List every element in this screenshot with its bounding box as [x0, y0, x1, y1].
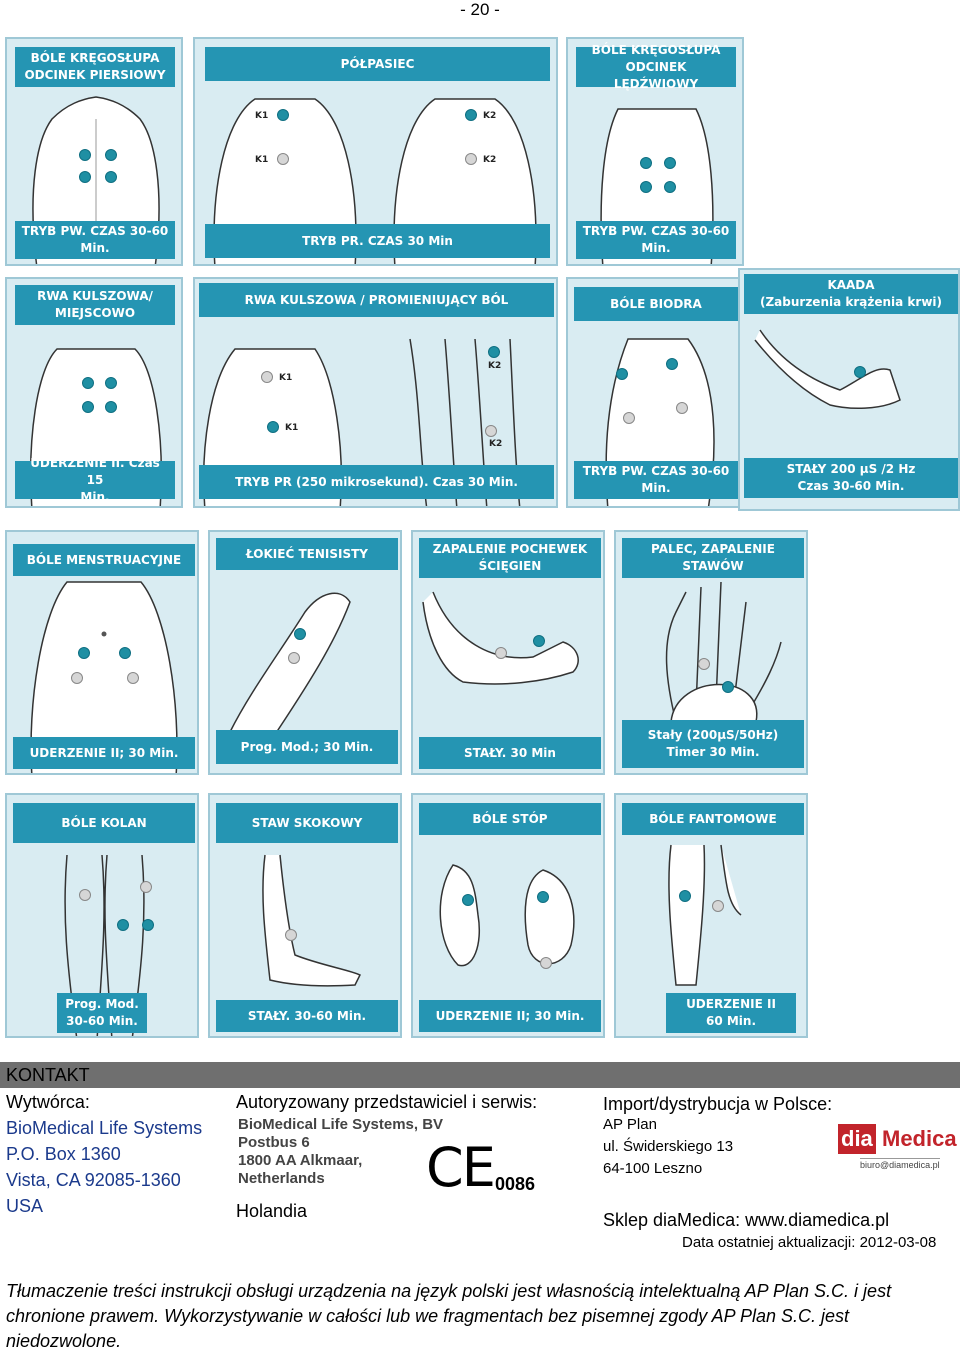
electrode-dot	[485, 425, 497, 437]
panel-tennis-elbow	[208, 530, 402, 775]
panel-knee-pain	[5, 793, 199, 1038]
shop-prefix: Sklep	[603, 1210, 654, 1230]
panel-footer: UDERZENIE II 60 Min.	[666, 993, 796, 1033]
electrode-dot	[495, 647, 507, 659]
panel-title: BÓLE KRĘGOSŁUPA ODCINEK PIERSIOWY	[15, 47, 175, 87]
manufacturer-line: Vista, CA 92085-1360	[6, 1170, 181, 1190]
panel-title: RWA KULSZOWA / PROMIENIUJĄCY BÓL	[199, 283, 554, 317]
electrode-dot	[462, 894, 474, 906]
k-label: K2	[483, 111, 497, 121]
electrode-dot	[679, 890, 691, 902]
panel-title: BÓLE BIODRA	[574, 287, 738, 321]
electrode-dot	[79, 171, 91, 183]
electrode-dot	[666, 358, 678, 370]
panel-footer: TRYB PW. CZAS 30-60 Min.	[15, 221, 175, 259]
rep-line: 1800 AA Alkmaar,	[238, 1152, 363, 1169]
panel-tendinitis	[411, 530, 605, 775]
electrode-dot	[465, 153, 477, 165]
ce-number: 0086	[495, 1174, 536, 1194]
electrode-dot	[537, 891, 549, 903]
panel-sciatica-local	[5, 277, 183, 508]
page-number: - 20 -	[460, 0, 500, 19]
panel-footer: Prog. Mod. 30-60 Min.	[57, 993, 147, 1033]
electrode-dot	[664, 157, 676, 169]
electrode-dot	[140, 881, 152, 893]
panel-phantom-pain	[614, 793, 808, 1038]
electrode-dot	[79, 889, 91, 901]
k-label: K1	[285, 423, 299, 433]
panel-kaada	[738, 268, 960, 511]
logo-medica: Medica	[882, 1126, 957, 1151]
panel-title: BÓLE KRĘGOSŁUPA ODCINEK LĘDŹWIOWY	[576, 47, 736, 87]
panel-footer: UDERZENIE II; 30 Min.	[13, 737, 195, 769]
panel-footer: TRYB PW. CZAS 30-60 Min.	[576, 221, 736, 259]
electrode-dot	[640, 181, 652, 193]
electrode-dot	[261, 371, 273, 383]
panel-footer: TRYB PW. CZAS 30-60 Min.	[574, 461, 738, 499]
electrode-dot	[117, 919, 129, 931]
electrode-dot	[640, 157, 652, 169]
electrode-dot	[854, 366, 866, 378]
electrode-dot	[82, 401, 94, 413]
logo-dia: dia	[838, 1124, 876, 1154]
electrode-dot	[288, 652, 300, 664]
manufacturer-line: P.O. Box 1360	[6, 1144, 121, 1164]
electrode-dot	[616, 368, 628, 380]
panel-lumbar-spine	[566, 37, 744, 266]
last-updated: Data ostatniej aktualizacji: 2012-03-08	[682, 1234, 937, 1251]
panel-title: PALEC, ZAPALENIE STAWÓW	[622, 538, 804, 578]
panel-hip	[566, 277, 744, 508]
panel-footer: UDERZENIE II. Czas 15 Min.	[15, 461, 175, 499]
electrode-dot	[105, 171, 117, 183]
k-label: K2	[489, 439, 503, 449]
electrode-dot	[540, 957, 552, 969]
panel-title: ZAPALENIE POCHEWEK ŚCIĘGIEN	[419, 538, 601, 578]
panel-finger-arthritis	[614, 530, 808, 775]
electrode-dot	[722, 681, 734, 693]
electrode-dot	[71, 672, 83, 684]
panel-title: BÓLE KOLAN	[13, 803, 195, 843]
electrode-dot	[127, 672, 139, 684]
ce-mark: CE	[426, 1136, 494, 1199]
shop-url[interactable]: : www.diamedica.pl	[735, 1210, 890, 1230]
panel-title: BÓLE FANTOMOWE	[622, 803, 804, 835]
electrode-dot	[533, 635, 545, 647]
panel-title: ŁOKIEĆ TENISISTY	[216, 538, 398, 570]
panel-title: KAADA (Zaburzenia krążenia krwi)	[744, 274, 958, 314]
rep-line: BioMedical Life Systems, BV	[238, 1116, 444, 1133]
panel-footer: TRYB PR. CZAS 30 Min	[205, 224, 550, 258]
panel-title: PÓŁPASIEC	[205, 47, 550, 81]
k-label: K1	[255, 111, 269, 121]
panel-thoracic-spine	[5, 37, 183, 266]
electrode-dot	[79, 149, 91, 161]
k-label: K2	[483, 155, 497, 165]
import-line: ul. Świderskiego 13	[603, 1138, 734, 1155]
k-label: K2	[488, 361, 502, 371]
shop-brand: diaMedica	[653, 1210, 736, 1230]
legal-notice: Tłumaczenie treści instrukcji obsługi urządzenia na język polski jest własnością intelektualną AP Plan S.C. i jest chronione prawem. Wykorzystywanie w całości lub we fragmentach bez pisemnej zgody AP Plan S.C. jest niedozwolone.	[6, 1281, 892, 1351]
representative-country: Holandia	[236, 1201, 308, 1221]
shop-line	[603, 1207, 889, 1233]
panel-footer: Stały (200μS/50Hz) Timer 30 Min.	[622, 720, 804, 768]
panel-footer: STAŁY. 30 Min	[419, 737, 601, 769]
panel-sciatica-radiating	[193, 277, 558, 508]
electrode-dot	[698, 658, 710, 670]
electrode-dot	[623, 412, 635, 424]
rep-line: Netherlands	[238, 1170, 325, 1187]
panel-footer: STAŁY 200 μS /2 Hz Czas 30-60 Min.	[744, 458, 958, 498]
electrode-dot	[465, 109, 477, 121]
electrode-dot	[78, 647, 90, 659]
electrode-dot	[664, 181, 676, 193]
panel-title: BÓLE STÓP	[419, 803, 601, 835]
representative-label: Autoryzowany przedstawiciel i serwis:	[236, 1092, 538, 1112]
rep-line: Postbus 6	[238, 1134, 310, 1151]
panel-title: STAW SKOKOWY	[216, 803, 398, 843]
panel-foot-pain	[411, 793, 605, 1038]
electrode-dot	[285, 929, 297, 941]
representative-address	[238, 1116, 443, 1188]
manufacturer-line: USA	[6, 1196, 44, 1216]
panel-footer: TRYB PR (250 mikrosekund). Czas 30 Min.	[199, 465, 554, 499]
panel-ankle-joint	[208, 793, 402, 1038]
panel-shingles	[193, 37, 558, 266]
contact-header: KONTAKT	[6, 1065, 90, 1085]
electrode-dot	[712, 900, 724, 912]
import-line: 64-100 Leszno	[603, 1160, 703, 1177]
k-label: K1	[255, 155, 269, 165]
panel-title: BÓLE MENSTRUACYJNE	[13, 544, 195, 576]
contact-header-bar	[0, 1062, 960, 1088]
electrode-dot	[82, 377, 94, 389]
diamedica-logo	[838, 1122, 956, 1174]
panel-footer: UDERZENIE II; 30 Min.	[419, 1000, 601, 1032]
electrode-dot	[488, 346, 500, 358]
panel-footer: STAŁY. 30-60 Min.	[216, 1000, 398, 1032]
panel-footer: Prog. Mod.; 30 Min.	[216, 730, 398, 764]
k-label: K1	[279, 373, 293, 383]
electrode-dot	[294, 628, 306, 640]
manufacturer-label: Wytwórca:	[6, 1092, 90, 1112]
electrode-dot	[105, 401, 117, 413]
electrode-dot	[267, 421, 279, 433]
electrode-dot	[277, 153, 289, 165]
electrode-dot	[105, 377, 117, 389]
import-line: AP Plan	[603, 1116, 657, 1133]
electrode-dot	[676, 402, 688, 414]
electrode-dot	[277, 109, 289, 121]
logo-email: biuro@diamedica.pl	[860, 1160, 940, 1170]
manufacturer-line: BioMedical Life Systems	[6, 1118, 203, 1138]
electrode-dot	[105, 149, 117, 161]
panel-title: RWA KULSZOWA/ MIEJSCOWO	[15, 285, 175, 325]
electrode-dot	[119, 647, 131, 659]
panel-menstrual-pain	[5, 530, 199, 775]
electrode-dot	[142, 919, 154, 931]
import-label: Import/dystrybucja w Polsce:	[603, 1094, 833, 1114]
